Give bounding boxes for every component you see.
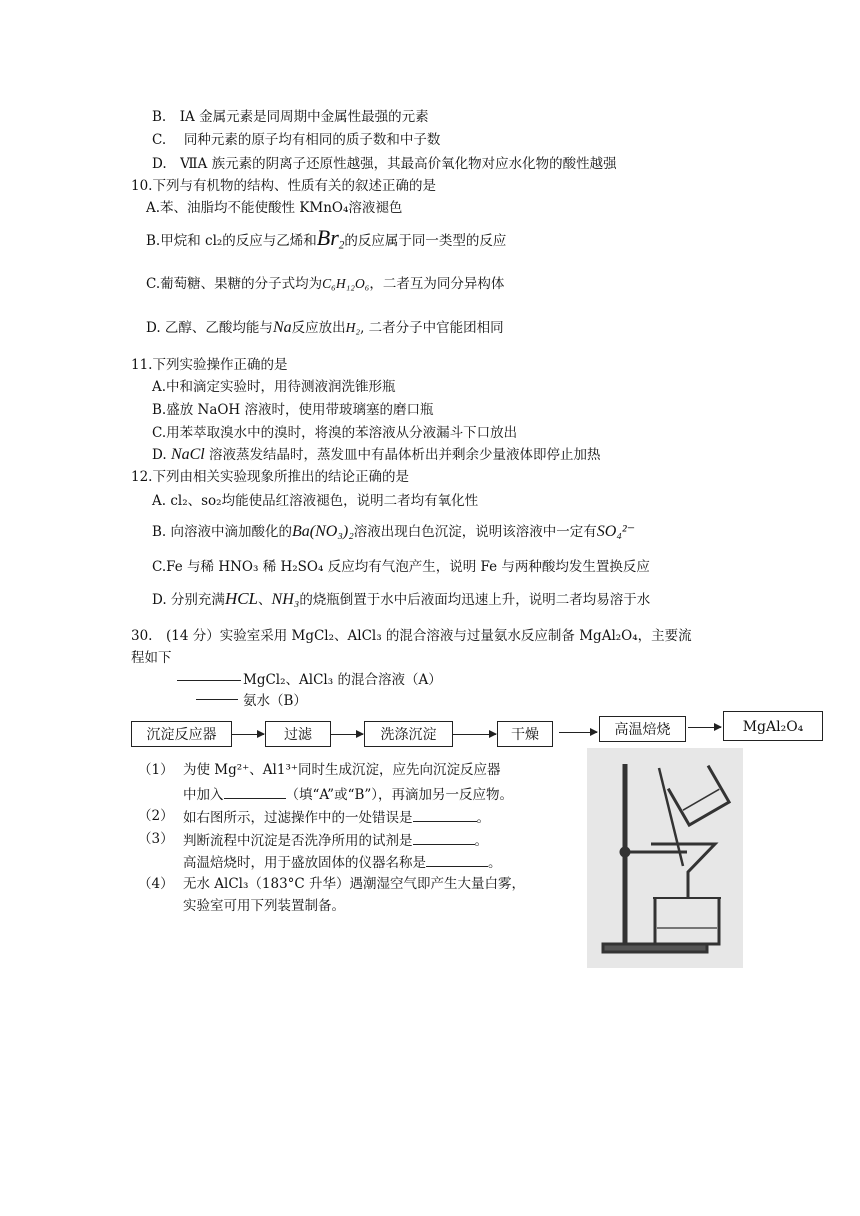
flow-step-calcine: 高温焙烧 <box>599 716 686 742</box>
q10-c-formula: C₆H₁₂O₆ <box>322 276 370 291</box>
s1-number: （1） <box>138 762 174 778</box>
s3-line1 <box>183 830 488 850</box>
q10-b-post: 的反应属于同一类型的反应 <box>344 233 507 249</box>
s4-line1: 无水 AlCl₃（183°C 升华）遇潮湿空气即产生大量白雾， <box>183 876 526 892</box>
q9-option-d: D. ⅦA 族元素的阴离子还原性越强，其最高价氧化物对应水化物的酸性越强 <box>152 156 617 172</box>
flow-arrow <box>559 732 597 733</box>
q12-d-hcl: HCL <box>224 589 259 608</box>
flow-arrow <box>688 727 721 728</box>
filtration-apparatus-drawing <box>587 748 743 968</box>
q12-option-d <box>152 590 650 609</box>
q9-option-c: C. 同种元素的原子均有相同的质子数和中子数 <box>152 132 441 148</box>
s1-post: （填“A”或“B”），再滴加另一反应物。 <box>285 787 514 803</box>
filtration-apparatus-image <box>587 748 743 968</box>
s3b-post: 。 <box>488 855 502 871</box>
q12-d-pre: D. 分别充满 <box>152 592 225 608</box>
s2-pre: 如右图所示，过滤操作中的一处错误是 <box>183 810 413 826</box>
q9-option-b: B. ⅠA 金属元素是同周期中金属性最强的元素 <box>152 109 429 125</box>
q10-b-sub: 2 <box>338 239 345 252</box>
q12-b-mid: 溶液出现白色沉淀，说明该溶液中一定有 <box>353 524 597 540</box>
q11-d-pre: D. <box>152 447 167 463</box>
s2-post: 。 <box>476 810 490 826</box>
s1-line2 <box>183 784 513 804</box>
q12-option-c: C.Fe 与稀 HNO₃ 稀 H₂SO₄ 反应均有气泡产生，说明 Fe 与两种酸均发生置换反应 <box>152 559 650 575</box>
q10-option-a: A.苯、油脂均不能使酸性 KMnO₄溶液褪色 <box>146 200 403 216</box>
s1-line1: 为使 Mg²⁺、Al1³⁺同时生成沉淀，应先向沉淀反应器 <box>183 762 501 778</box>
s3-line2 <box>183 852 502 872</box>
flow-step-wash: 洗涤沉淀 <box>364 721 453 747</box>
q11-d-nacl: NaCl <box>170 446 205 463</box>
q11-option-b: B.盛放 NaOH 溶液时，使用带玻璃塞的磨口瓶 <box>152 402 434 418</box>
q10-b-pre: B.甲烷和 cl₂的反应与乙烯和 <box>146 233 317 249</box>
s4-line2: 实验室可用下列装置制备。 <box>183 898 345 914</box>
q10-d-mid: 反应放出 <box>291 320 346 336</box>
reagent-a-label: MgCl₂、AlCl₃ 的混合溶液（A） <box>243 672 442 688</box>
q10-option-b <box>146 225 507 255</box>
s3b-answer-blank[interactable] <box>426 852 488 867</box>
q12-d-sep: 、 <box>258 592 272 608</box>
q10-d-h2: H₂ <box>345 320 361 335</box>
s3-post: 。 <box>474 833 488 849</box>
q10-stem: 10.下列与有机物的结构、性质有关的叙述正确的是 <box>131 178 436 194</box>
s3-pre: 判断流程中沉淀是否洗净所用的试剂是 <box>183 833 413 849</box>
q10-b-formula: Br <box>316 225 339 250</box>
q11-option-a: A.中和滴定实验时，用待测液润洗锥形瓶 <box>152 379 396 395</box>
q30-stem-line1: 30. (14 分）实验室采用 MgCl₂、AlCl₃ 的混合溶液与过量氨水反应制备 MgAl₂O₄，主要流 <box>131 628 692 644</box>
q12-b-formula: Ba(NO₃)₂ <box>292 523 354 540</box>
flow-step-filter: 过滤 <box>265 721 331 747</box>
q11-option-d <box>152 446 601 464</box>
flow-step-product: MgAl₂O₄ <box>723 711 823 741</box>
flow-arrow <box>453 734 496 735</box>
q12-d-nh3: NH₃ <box>271 591 300 608</box>
s1-answer-blank[interactable] <box>224 784 286 799</box>
flow-arrow <box>232 734 264 735</box>
q11-stem: 11.下列实验操作正确的是 <box>131 357 288 373</box>
q30-stem-line2: 程如下 <box>131 650 172 666</box>
reagent-a-line <box>177 680 241 681</box>
s3-answer-blank[interactable] <box>413 830 475 845</box>
q12-b-ion: SO₄²⁻ <box>596 523 636 540</box>
q10-c-pre: C.葡萄糖、果糖的分子式均为 <box>146 276 323 292</box>
reagent-b-line <box>196 699 238 700</box>
s2-line <box>183 807 490 827</box>
q12-option-a: A. cl₂、so₂均能使品红溶液褪色，说明二者均有氧化性 <box>152 493 479 509</box>
flow-arrow <box>331 734 363 735</box>
s1-pre: 中加入 <box>183 787 224 803</box>
reagent-b-label: 氨水（B） <box>243 693 307 709</box>
s2-answer-blank[interactable] <box>413 807 477 822</box>
q10-option-c <box>146 275 504 293</box>
s3-number: （3） <box>138 831 174 847</box>
q12-d-post: 的烧瓶倒置于水中后液面均迅速上升，说明二者均易溶于水 <box>299 592 651 608</box>
q12-option-b <box>152 523 635 541</box>
s4-number: （4） <box>138 876 174 892</box>
q10-option-d <box>146 319 504 337</box>
q12-b-pre: B. 向溶液中滴加酸化的 <box>152 524 293 540</box>
flow-step-precipitation-reactor: 沉淀反应器 <box>131 721 232 747</box>
s2-number: （2） <box>138 808 174 824</box>
q10-d-post: , 二者分子中官能团相同 <box>360 320 504 336</box>
q11-d-post: 溶液蒸发结晶时，蒸发皿中有晶体析出并剩余少量液体即停止加热 <box>209 447 601 463</box>
q10-d-na: Na <box>272 319 292 336</box>
q10-d-pre: D. 乙醇、乙酸均能与 <box>146 320 273 336</box>
q12-stem: 12.下列由相关实验现象所推出的结论正确的是 <box>131 469 409 485</box>
s3b-pre: 高温焙烧时，用于盛放固体的仪器名称是 <box>183 855 426 871</box>
flow-step-dry: 干燥 <box>497 721 553 747</box>
q10-c-post: ，二者互为同分异构体 <box>369 276 505 292</box>
q11-option-c: C.用苯萃取溴水中的溴时，将溴的苯溶液从分液漏斗下口放出 <box>152 425 518 441</box>
